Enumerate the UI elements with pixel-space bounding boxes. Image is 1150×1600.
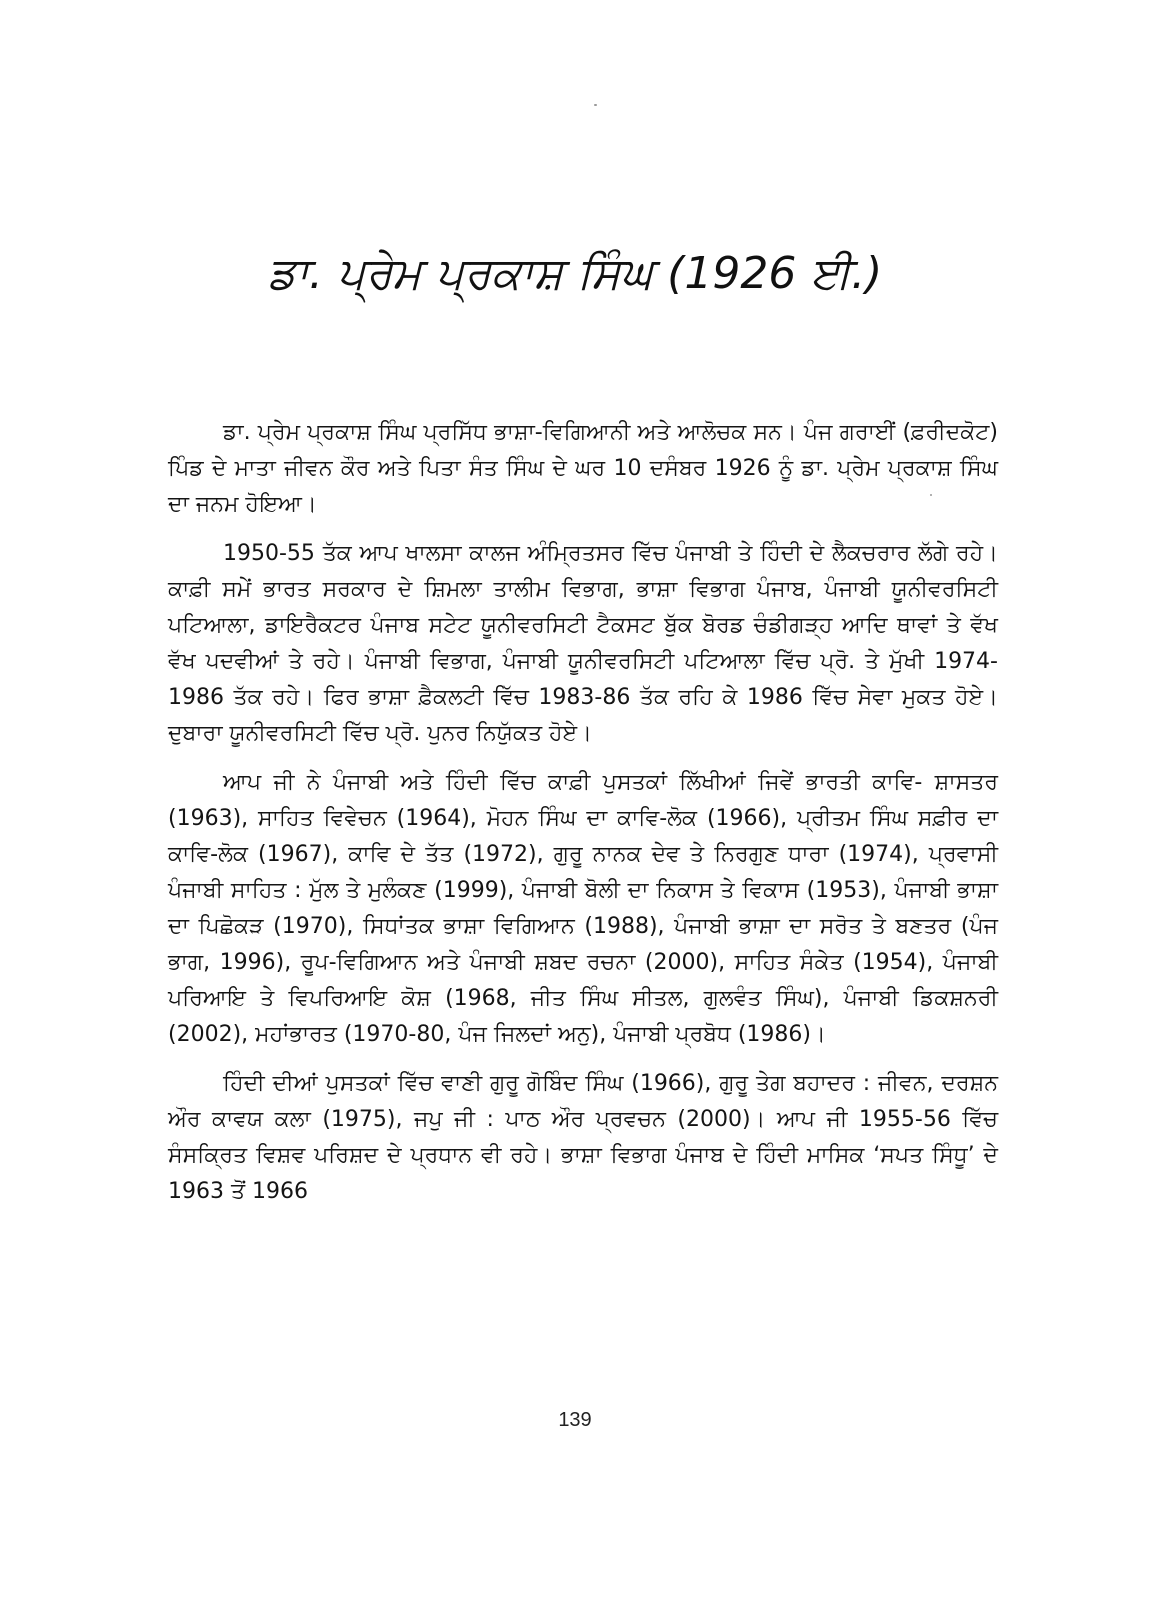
paragraph-intro: ਡਾ. ਪ੍ਰੇਮ ਪ੍ਰਕਾਸ਼ ਸਿੰਘ ਪ੍ਰਸਿੱਧ ਭਾਸ਼ਾ-ਵਿਗਿਆਨੀ ਅਤੇ ਆਲੋਚਕ ਸਨ। ਪੰਜ ਗਰਾਈਂ (ਫ਼ਰੀਦਕੋਟ) ਪਿੰਡ ਦੇ ਮਾਤਾ ਜੀਵਨ ਕੌਰ ਅਤੇ ਪਿਤਾ ਸੰਤ ਸਿੰਘ ਦੇ ਘਰ 10 ਦਸੰਬਰ 1926 ਨੂੰ ਡਾ. ਪ੍ਰੇਮ ਪ੍ਰਕਾਸ਼ ਸਿੰਘ ਦਾ ਜਨਮ ਹੋਇਆ।: [168, 420, 998, 517]
paragraph-career: 1950-55 ਤੱਕ ਆਪ ਖਾਲਸਾ ਕਾਲਜ ਅੰਮ੍ਰਿਤਸਰ ਵਿੱਚ ਪੰਜਾਬੀ ਤੇ ਹਿੰਦੀ ਦੇ ਲੈਕਚਰਾਰ ਲੱਗੇ ਰਹੇ। ਕਾਫ਼ੀ ਸਮੇਂ ਭਾਰਤ ਸਰਕਾਰ ਦੇ ਸ਼ਿਮਲਾ ਤਾਲੀਮ ਵਿਭਾਗ, ਭਾਸ਼ਾ ਵਿਭਾਗ ਪੰਜਾਬ, ਪੰਜਾਬੀ ਯੂਨੀਵਰਸਿਟੀ ਪਟਿਆਲਾ, ਡਾਇਰੈਕਟਰ ਪੰਜਾਬ ਸਟੇਟ ਯੂਨੀਵਰਸਿਟੀ ਟੈਕਸਟ ਬੁੱਕ ਬੋਰਡ ਚੰਡੀਗੜ੍ਹ ਆਦਿ ਥਾਵਾਂ ਤੇ ਵੱਖ ਵੱਖ ਪਦਵੀਆਂ ਤੇ ਰਹੇ। ਪੰਜਾਬੀ ਵਿਭਾਗ, ਪੰਜਾਬੀ ਯੂਨੀਵਰਸਿਟੀ ਪਟਿਆਲਾ ਵਿੱਚ ਪ੍ਰੋ. ਤੇ ਮੁੱਖੀ 1974-1986 ਤੱਕ ਰਹੇ। ਫਿਰ ਭਾਸ਼ਾ ਫ਼ੈਕਲਟੀ ਵਿੱਚ 1983-86 ਤੱਕ ਰਹਿ ਕੇ 1986 ਵਿੱਚ ਸੇਵਾ ਮੁਕਤ ਹੋਏ। ਦੁਬਾਰਾ ਯੂਨੀਵਰਸਿਟੀ ਵਿੱਚ ਪ੍ਰੋ. ਪੁਨਰ ਨਿਯੁੱਕਤ ਹੋਏ।: [168, 541, 998, 746]
paragraph-books-punjabi: ਆਪ ਜੀ ਨੇ ਪੰਜਾਬੀ ਅਤੇ ਹਿੰਦੀ ਵਿੱਚ ਕਾਫ਼ੀ ਪੁਸਤਕਾਂ ਲਿੱਖੀਆਂ ਜਿਵੇਂ ਭਾਰਤੀ ਕਾਵਿ- ਸ਼ਾਸਤਰ (1963), ਸਾਹਿਤ ਵਿਵੇਚਨ (1964), ਮੋਹਨ ਸਿੰਘ ਦਾ ਕਾਵਿ-ਲੋਕ (1966), ਪ੍ਰੀਤਮ ਸਿੰਘ ਸਫ਼ੀਰ ਦਾ ਕਾਵਿ-ਲੋਕ (1967), ਕਾਵਿ ਦੇ ਤੱਤ (1972), ਗੁਰੂ ਨਾਨਕ ਦੇਵ ਤੇ ਨਿਰਗੁਣ ਧਾਰਾ (1974), ਪ੍ਰਵਾਸੀ ਪੰਜਾਬੀ ਸਾਹਿਤ : ਮੁੱਲ ਤੇ ਮੁਲੰਕਣ (1999), ਪੰਜਾਬੀ ਬੋਲੀ ਦਾ ਨਿਕਾਸ ਤੇ ਵਿਕਾਸ (1953), ਪੰਜਾਬੀ ਭਾਸ਼ਾ ਦਾ ਪਿਛੋਕੜ (1970), ਸਿਧਾਂਤਕ ਭਾਸ਼ਾ ਵਿਗਿਆਨ (1988), ਪੰਜਾਬੀ ਭਾਸ਼ਾ ਦਾ ਸਰੋਤ ਤੇ ਬਣਤਰ (ਪੰਜ ਭਾਗ, 1996), ਰੂਪ-ਵਿਗਿਆਨ ਅਤੇ ਪੰਜਾਬੀ ਸ਼ਬਦ ਰਚਨਾ (2000), ਸਾਹਿਤ ਸੰਕੇਤ (1954), ਪੰਜਾਬੀ ਪਰਿਆਇ ਤੇ ਵਿਪਰਿਆਇ ਕੋਸ਼ (1968, ਜੀਤ ਸਿੰਘ ਸੀਤਲ, ਗੁਲਵੰਤ ਸਿੰਘ), ਪੰਜਾਬੀ ਡਿਕਸ਼ਨਰੀ (2002), ਮਹਾਂਭਾਰਤ (1970-80, ਪੰਜ ਜਿਲਦਾਂ ਅਨੁ), ਪੰਜਾਬੀ ਪ੍ਰਬੋਧ (1986)।: [168, 770, 998, 1047]
paragraph-books-hindi: ਹਿੰਦੀ ਦੀਆਂ ਪੁਸਤਕਾਂ ਵਿੱਚ ਵਾਣੀ ਗੁਰੂ ਗੋਬਿੰਦ ਸਿੰਘ (1966), ਗੁਰੂ ਤੇਗ ਬਹਾਦਰ : ਜੀਵਨ, ਦਰਸ਼ਨ ਔਰ ਕਾਵਯ ਕਲਾ (1975), ਜਪੁ ਜੀ : ਪਾਠ ਔਰ ਪ੍ਰਵਚਨ (2000)। ਆਪ ਜੀ 1955-56 ਵਿੱਚ ਸੰਸਕ੍ਰਿਤ ਵਿਸ਼ਵ ਪਰਿਸ਼ਦ ਦੇ ਪ੍ਰਧਾਨ ਵੀ ਰਹੇ। ਭਾਸ਼ਾ ਵਿਭਾਗ ਪੰਜਾਬ ਦੇ ਹਿੰਦੀ ਮਾਸਿਕ ‘ਸਪਤ ਸਿੰਧੂ’ ਦੇ 1963 ਤੋਂ 1966: [168, 1071, 998, 1204]
body-text: [168, 415, 998, 1223]
scan-speck: [594, 104, 597, 106]
page-title: ਡਾ. ਪ੍ਰੇਮ ਪ੍ਰਕਾਸ਼ ਸਿੰਘ (1926 ਈ.): [267, 248, 883, 299]
page-number: 139: [558, 1409, 592, 1431]
